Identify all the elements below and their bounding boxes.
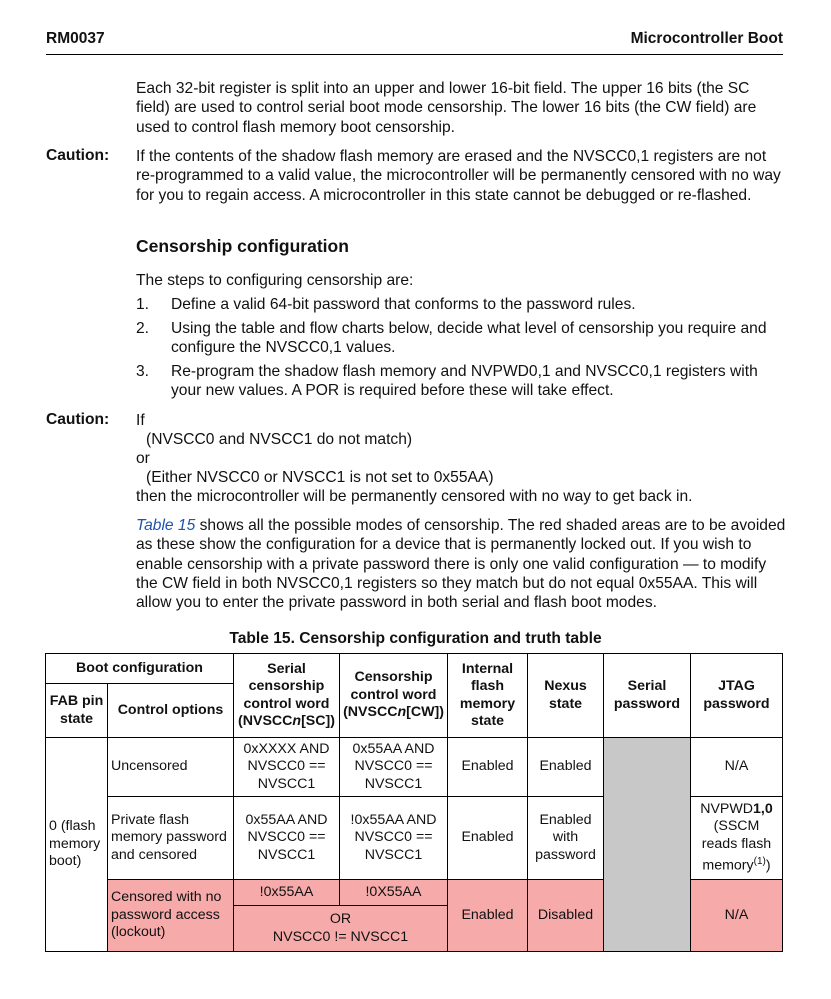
jtag-value: NVPWD1,0 (SSCM reads flash memory$^{(1)}$) — [691, 797, 783, 880]
intro-paragraph: Each 32-bit register is split into an upper and lower 16-bit field. The upper 16 bits (the SC field) are used to control serial boot mode censorship. The lower 16 bits (the CW field) are used to control flash memory boot censorship. — [136, 80, 757, 136]
table-row — [46, 738, 783, 797]
caution-label-1: Caution: — [46, 147, 110, 164]
censorship-truth-table — [45, 653, 783, 952]
steps-intro: The steps to configuring censorship are: — [136, 272, 414, 289]
header-nexus: Nexus state — [528, 654, 604, 738]
step-number: 2. — [136, 320, 150, 337]
header-fab-pin: FAB pin state — [46, 684, 108, 738]
fab-pin-value: 0 (flash memory boot) — [46, 738, 108, 952]
flash-state-value: Enabled — [448, 738, 528, 797]
jtag-value: N/A — [691, 738, 783, 797]
table-description — [136, 516, 786, 612]
header-jtag-password: JTAG password — [691, 654, 783, 738]
header-boot-config: Boot configuration — [46, 654, 234, 684]
caution-if: If — [136, 412, 145, 429]
header-rule — [46, 54, 783, 55]
lockout-condition: OR NVSCC0 != NVSCC1 — [234, 906, 448, 952]
caution-label-2: Caution: — [46, 411, 110, 428]
header-flash-state: Internal flash memory state — [448, 654, 528, 738]
step-number: 3. — [136, 363, 150, 380]
caution-text-1: If the contents of the shadow flash memory are erased and the NVSCC0,1 registers are not re-programmed to a valid value, the microcontroller will be permanently censored with no way for you to regain access. A microcontroller in this state cannot be debugged or re-flashed. — [136, 148, 781, 204]
table-caption: Table 15. Censorship configuration and truth table — [229, 630, 602, 647]
document-id: RM0037 — [46, 30, 105, 47]
nexus-value: Disabled — [528, 880, 604, 952]
step-text: Re-program the shadow flash memory and NVPWD0,1 and NVSCC0,1 registers with your new values. A POR is required before these will take effect. — [171, 363, 758, 400]
header-cw-word: Censorship control word (NVSCCn[CW]) — [340, 654, 448, 738]
flash-state-value: Enabled — [448, 880, 528, 952]
section-title: Censorship configuration — [136, 236, 349, 256]
step-item — [136, 319, 786, 358]
cw-value: !0X55AA — [340, 880, 448, 906]
cw-value: !0x55AA AND NVSCC0 == NVSCC1 — [340, 797, 448, 880]
sc-value: 0x55AA AND NVSCC0 == NVSCC1 — [234, 797, 340, 880]
caution-condition-1: (NVSCC0 and NVSCC1 do not match) — [146, 431, 413, 448]
nexus-value: Enabled with password — [528, 797, 604, 880]
header-serial-password: Serial password — [604, 654, 691, 738]
control-option: Uncensored — [108, 738, 234, 797]
cw-value: 0x55AA AND NVSCC0 == NVSCC1 — [340, 738, 448, 797]
table-link[interactable]: Table 15 — [136, 517, 196, 534]
step-item — [136, 362, 786, 401]
caution-or: or — [136, 450, 150, 467]
nexus-value: Enabled — [528, 738, 604, 797]
step-number: 1. — [136, 296, 150, 313]
chapter-title: Microcontroller Boot — [630, 30, 783, 47]
step-item — [136, 295, 786, 314]
table-description-text: shows all the possible modes of censorship. The red shaded areas are to be avoided as these show the configuration for a device that is permanently locked out. If you wish to enable censorship with a private password there is only one valid configuration — to modify the CW field in both NVSCC0,1 registers so they match but do not equal 0x55AA. This will allow you to enter the private password in both serial and flash boot modes. — [136, 517, 786, 612]
step-text: Define a valid 64-bit password that conforms to the password rules. — [171, 296, 636, 313]
control-option: Censored with no password access (lockout) — [108, 880, 234, 952]
step-text: Using the table and flow charts below, decide what level of censorship you require and configure the NVSCC0,1 values. — [171, 320, 767, 357]
serial-password-shaded — [604, 738, 691, 952]
control-option: Private flash memory password and censored — [108, 797, 234, 880]
sc-value: 0xXXXX AND NVSCC0 == NVSCC1 — [234, 738, 340, 797]
flash-state-value: Enabled — [448, 797, 528, 880]
sc-value: !0x55AA — [234, 880, 340, 906]
header-control-options: Control options — [108, 684, 234, 738]
caution-condition-2: (Either NVSCC0 or NVSCC1 is not set to 0x55AA) — [146, 469, 494, 486]
header-serial-word: Serial censorship control word (NVSCCn[SC]) — [234, 654, 340, 738]
jtag-value: N/A — [691, 880, 783, 952]
caution-consequence: then the microcontroller will be permanently censored with no way to get back in. — [136, 488, 693, 505]
